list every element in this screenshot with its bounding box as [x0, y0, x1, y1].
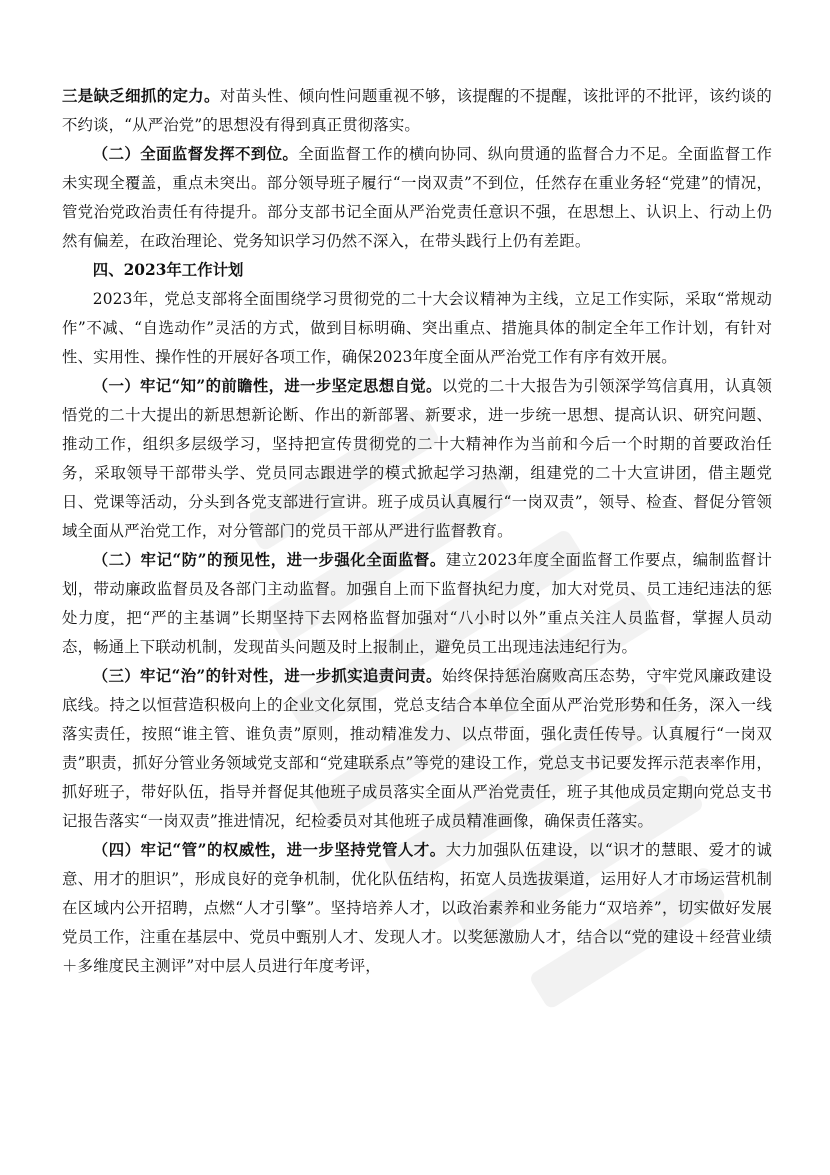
paragraph-lead: 三是缺乏细抓的定力。 [62, 87, 220, 105]
paragraph-item-talent [62, 836, 772, 981]
section-heading-work-plan: 四、2023年工作计划 [92, 261, 244, 279]
paragraph-text: 2023年，党总支部将全面围绕学习贯彻党的二十大会议精神为主线，立足工作实际，采取“常规动作”不减、“自选动作”灵活的方式，做到目标明确、突出重点、措施具体的制定全年工作计划，有针对性、实用性、操作性的开展好各项工作，确保2023年度全面从严治党工作有序有效开展。 [62, 290, 772, 366]
paragraph-item-governance [62, 662, 772, 836]
paragraph-lead: （三）牢记“治”的针对性，进一步抓实追责问责。 [92, 667, 442, 685]
paragraph-supervision-issue [62, 140, 772, 256]
paragraph-lead: （四）牢记“管”的权威性，进一步坚持党管人才。 [92, 841, 446, 859]
paragraph-text: 以党的二十大报告为引领深学笃信真用，认真领悟党的二十大提出的新思想新论断、作出的新部署、新要求，进一步统一思想、提高认识、研究问题、推动工作，组织多层级学习，坚持把宣传贯彻党的二十大精神作为当前和今后一个时期的首要政治任务，采取领导干部带头学、党员同志跟进学的模式掀起学习热潮，组建党的二十大宣讲团，借主题党日、党课等活动，分头到各党支部进行宣讲。班子成员认真履行“一岗双责”，领导、检查、督促分管领域全面从严治党工作，对分管部门的党员干部从严进行监督教育。 [62, 377, 773, 540]
paragraph-lack-of-focus [62, 82, 772, 140]
paragraph-text: 大力加强队伍建设，以“识才的慧眼、爱才的诚意、用才的胆识”，形成良好的竞争机制，优化队伍结构，拓宽人员选拔渠道，运用好人才市场运营机制在区域内公开招聘，点燃“人才引擎”。坚持培养人才，以政治素养和业务能力“双培养”，切实做好发展党员工作，注重在基层中、党员中甄别人才、发现人才。以奖惩激励人才，结合以“党的建设＋经营业绩＋多维度民主测评”对中层人员进行年度考评， [62, 841, 772, 975]
paragraph-lead: （二）全面监督发挥不到位。 [92, 145, 299, 163]
paragraph-item-prevention [62, 546, 772, 662]
paragraph-item-knowledge [62, 372, 772, 546]
paragraph-lead: （一）牢记“知”的前瞻性，进一步坚定思想自觉。 [92, 377, 442, 395]
document-body [62, 82, 772, 981]
paragraph-text: 对苗头性、倾向性问题重视不够，该提醒的不提醒，该批评的不批评，该约谈的不约谈，“从严治党”的思想没有得到真正贯彻落实。 [62, 87, 772, 134]
paragraph-lead: （二）牢记“防”的预见性，进一步强化全面监督。 [92, 551, 446, 569]
paragraph-plan-overview [62, 285, 772, 372]
paragraph-text: 建立2023年度全面监督工作要点，编制监督计划，带动廉政监督员及各部门主动监督。加强自上而下监督执纪力度，加大对党员、员工违纪违法的惩处力度，把“严的主基调”长期坚持下去网格监督加强对“八小时以外”重点关注人员监督，掌握人员动态，畅通上下联动机制，发现苗头问题及时上报制止，避免员工出现违法违纪行为。 [62, 551, 773, 656]
paragraph-text: 始终保持惩治腐败高压态势，守牢党风廉政建设底线。持之以恒营造积极向上的企业文化氛围，党总支结合本单位全面从严治党形势和任务，深入一线落实责任，按照“谁主管、谁负责”原则，推动精准发力、以点带面，强化责任传导。认真履行“一岗双责”职责，抓好分管业务领域党支部和“党建联系点”等党的建设工作，党总支书记要发挥示范表率作用，抓好班子，带好队伍，指导并督促其他班子成员落实全面从严治党责任，班子其他成员定期向党总支书记报告落实“一岗双责”推进情况，纪检委员对其他班子成员精准画像，确保责任落实。 [62, 667, 773, 830]
paragraph-text: 全面监督工作的横向协同、纵向贯通的监督合力不足。全面监督工作未实现全覆盖，重点未突出。部分领导班子履行“一岗双责”不到位，任然存在重业务轻“党建”的情况，管党治党政治责任有待提升。部分支部书记全面从严治党责任意识不强，在思想上、认识上、行动上仍然有偏差，在政治理论、党务知识学习仍然不深入，在带头践行上仍有差距。 [62, 145, 772, 250]
